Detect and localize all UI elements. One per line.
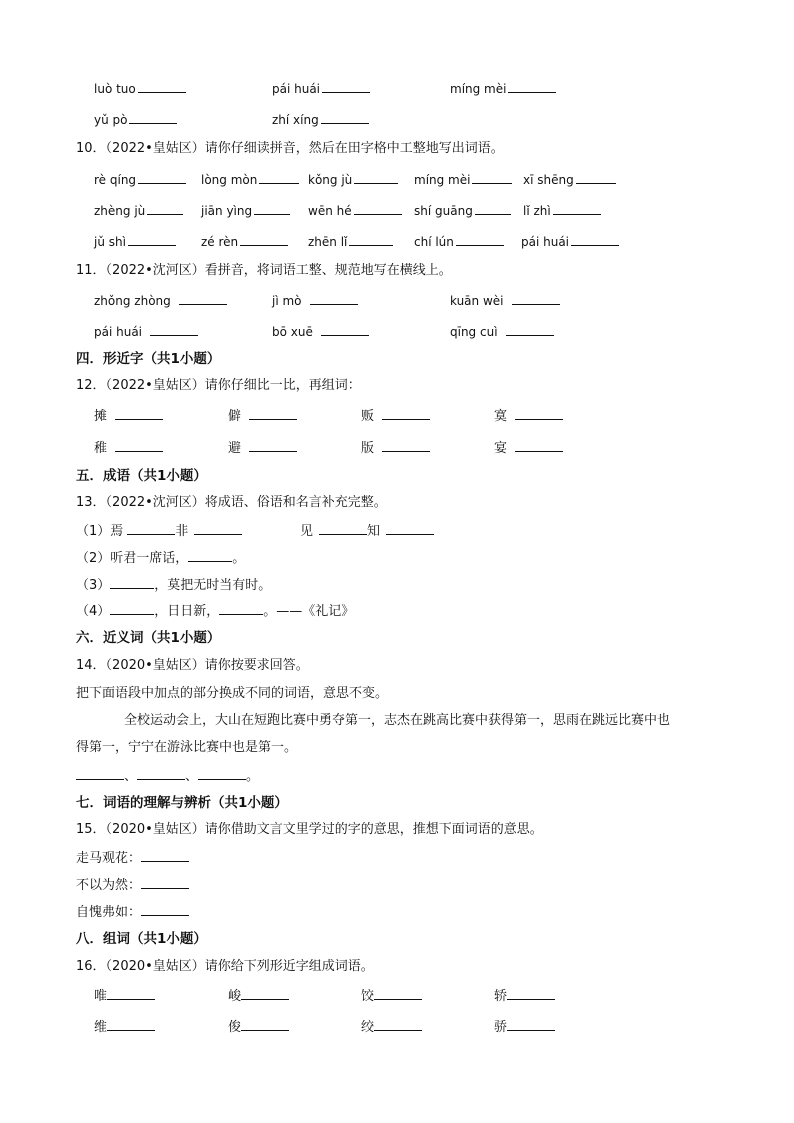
answer-blank[interactable] [382, 439, 430, 452]
pinyin-item: yǔ pò [94, 111, 177, 129]
answer-blank[interactable] [194, 522, 242, 535]
answer-blank[interactable] [138, 171, 186, 184]
question-14: 14．（2020•皇姑区）请你按要求回答。 [76, 658, 309, 673]
answer-blank[interactable] [115, 407, 163, 420]
pinyin-row-1 [0, 80, 794, 104]
q14-instruction: 把下面语段中加点的部分换成不同的词语，意思不变。 [76, 686, 389, 701]
q12-row-2: 稚 避 版 宴 [0, 439, 794, 463]
pinyin-row-2 [0, 111, 794, 135]
q14-answer-line: 、 、 。 [76, 767, 259, 786]
q15-item: 走马观花： [76, 849, 189, 868]
pinyin-item: míng mèi [450, 80, 556, 98]
answer-blank[interactable] [107, 1018, 155, 1031]
section-heading: 六．近义词（共1小题） [76, 630, 221, 646]
answer-blank[interactable] [321, 323, 369, 336]
q11-row-2: pái huái bō xuē qīng cuì [0, 323, 794, 347]
answer-blank[interactable] [310, 292, 358, 305]
answer-blank[interactable] [249, 439, 297, 452]
answer-blank[interactable] [374, 1018, 422, 1031]
pinyin-item: luò tuo [94, 80, 186, 98]
answer-blank[interactable] [179, 292, 227, 305]
answer-blank[interactable] [571, 233, 619, 246]
question-15: 15．（2020•皇姑区）请你借助文言文里学过的字的意思，推想下面词语的意思。 [76, 822, 543, 837]
answer-blank[interactable] [254, 202, 290, 215]
answer-blank[interactable] [110, 602, 154, 615]
answer-blank[interactable] [354, 171, 398, 184]
answer-blank[interactable] [508, 80, 556, 93]
answer-blank[interactable] [110, 576, 154, 589]
answer-blank[interactable] [475, 202, 511, 215]
answer-blank[interactable] [188, 549, 232, 562]
q14-paragraph-line-1: 全校运动会上，大山在短跑比赛中勇夺第一，志杰在跳高比赛中获得第一，思雨在跳远比赛中也 [124, 713, 671, 728]
answer-blank[interactable] [147, 202, 183, 215]
question-13: 13．（2022•沈河区）将成语、俗语和名言补充完整。 [76, 495, 387, 510]
answer-blank[interactable] [354, 202, 402, 215]
answer-blank[interactable] [107, 987, 155, 1000]
answer-blank[interactable] [576, 171, 616, 184]
question-16: 16．（2020•皇姑区）请你给下列形近字组成词语。 [76, 959, 374, 974]
answer-blank[interactable] [150, 323, 198, 336]
answer-blank[interactable] [456, 233, 504, 246]
question-11: 11．（2022•沈河区）看拼音，将词语工整、规范地写在横线上。 [76, 263, 452, 278]
answer-blank[interactable] [141, 849, 189, 862]
answer-blank[interactable] [512, 292, 560, 305]
answer-blank[interactable] [322, 80, 370, 93]
answer-blank[interactable] [349, 233, 393, 246]
section-heading: 七．词语的理解与辨析（共1小题） [76, 795, 288, 811]
answer-blank[interactable] [507, 987, 555, 1000]
answer-blank[interactable] [319, 522, 367, 535]
answer-blank[interactable] [515, 439, 563, 452]
q10-row-1: rè qíng lòng mòn kǒng jù míng mèi xī shēng [0, 171, 794, 195]
answer-blank[interactable] [382, 407, 430, 420]
q16-row-2: 维 俊 绞 骄 [0, 1018, 794, 1042]
q16-row-1: 唯 峻 饺 轿 [0, 987, 794, 1011]
answer-blank[interactable] [219, 602, 263, 615]
q15-item: 自愧弗如： [76, 903, 189, 922]
answer-blank[interactable] [128, 233, 176, 246]
answer-blank[interactable] [115, 439, 163, 452]
section-heading: 五．成语（共1小题） [76, 468, 207, 484]
pinyin-item: zhí xíng [272, 111, 369, 129]
answer-blank[interactable] [198, 767, 246, 780]
answer-blank[interactable] [241, 1018, 289, 1031]
answer-blank[interactable] [76, 767, 124, 780]
q13-line-3: （3） ，莫把无时当有时。 [76, 578, 272, 593]
answer-blank[interactable] [127, 522, 175, 535]
q13-line-4: （4） ，日日新， 。——《礼记》 [76, 604, 355, 619]
answer-blank[interactable] [321, 111, 369, 124]
section-heading: 八．组词（共1小题） [76, 931, 207, 947]
q11-row-1: zhǒng zhòng jì mò kuān wèi [0, 292, 794, 316]
q15-item: 不以为然： [76, 876, 189, 895]
answer-blank[interactable] [515, 407, 563, 420]
answer-blank[interactable] [374, 987, 422, 1000]
answer-blank[interactable] [259, 171, 299, 184]
answer-blank[interactable] [386, 522, 434, 535]
answer-blank[interactable] [141, 903, 189, 916]
pinyin-item: pái huái [272, 80, 370, 98]
answer-blank[interactable] [472, 171, 512, 184]
q12-row-1: 摊 僻 贩 寞 [0, 407, 794, 431]
answer-blank[interactable] [138, 80, 186, 93]
answer-blank[interactable] [141, 876, 189, 889]
answer-blank[interactable] [553, 202, 601, 215]
answer-blank[interactable] [507, 1018, 555, 1031]
q13-line-2: （2）听君一席话， 。 [76, 551, 246, 566]
answer-blank[interactable] [241, 987, 289, 1000]
answer-blank[interactable] [240, 233, 288, 246]
q10-row-2: zhèng jù jiān yìng wēn hé shí guāng lǐ zhì [0, 202, 794, 226]
answer-blank[interactable] [506, 323, 554, 336]
q13-line-1: （1）焉 非 见 知 [0, 522, 794, 546]
question-10: 10．（2022•皇姑区）请你仔细读拼音，然后在田字格中工整地写出词语。 [76, 141, 504, 156]
answer-blank[interactable] [249, 407, 297, 420]
q10-row-3: jǔ shì zé rèn zhēn lǐ chí lún pái huái [0, 233, 794, 257]
question-12: 12．（2022•皇姑区）请你仔细比一比，再组词： [76, 378, 361, 393]
section-heading: 四．形近字（共1小题） [76, 351, 221, 367]
answer-blank[interactable] [129, 111, 177, 124]
answer-blank[interactable] [137, 767, 185, 780]
q14-paragraph-line-2: 得第一，宁宁在游泳比赛中也是第一。 [76, 740, 298, 755]
